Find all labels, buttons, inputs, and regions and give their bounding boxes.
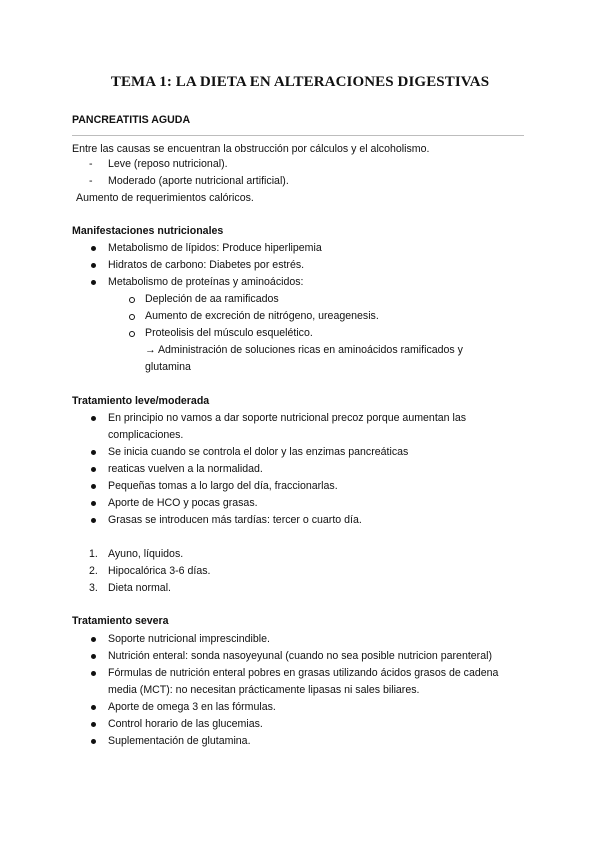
- bullet-icon: [91, 722, 96, 727]
- list-item: En principio no vamos a dar soporte nutricional precoz porque aumentan las: [108, 412, 467, 424]
- bullet-icon: [91, 467, 96, 472]
- list-item-continued: media (MCT): no necesitan prácticamente lipasas ni sales biliares.: [108, 684, 420, 696]
- note-text: Aumento de requerimientos calóricos.: [76, 192, 254, 204]
- bullet-icon: [91, 705, 96, 710]
- sub-list-item: Proteolisis del músculo esquelético.: [145, 327, 313, 339]
- bullet-icon: [91, 739, 96, 744]
- section-heading-pancreatitis: PANCREATITIS AGUDA: [72, 114, 191, 126]
- list-item: Hidratos de carbono: Diabetes por estrés.: [108, 259, 305, 271]
- document-title: TEMA 1: LA DIETA EN ALTERACIONES DIGESTIVAS: [110, 74, 490, 90]
- bullet-icon: [91, 654, 96, 659]
- sub-bullet-icon: [129, 297, 135, 303]
- numbered-item: Hipocalórica 3-6 días.: [108, 565, 211, 577]
- list-item: Soporte nutricional imprescindible.: [108, 633, 270, 645]
- bullet-icon: [91, 280, 96, 285]
- list-item: Control horario de las glucemias.: [108, 718, 263, 730]
- bullet-icon: [91, 484, 96, 489]
- list-item: Pequeñas tomas a lo largo del día, fraccionarlas.: [108, 480, 338, 492]
- bullet-icon: [91, 671, 96, 676]
- numbered-item: Dieta normal.: [108, 582, 171, 594]
- list-item: Metabolismo de proteínas y aminoácidos:: [108, 276, 304, 288]
- list-item: Leve (reposo nutricional).: [108, 158, 228, 170]
- bullet-icon: [91, 501, 96, 506]
- list-item: reaticas vuelven a la normalidad.: [108, 463, 263, 475]
- arrow-note: → Administración de soluciones ricas en aminoácidos ramificados y: [145, 344, 463, 356]
- bullet-icon: [91, 637, 96, 642]
- bullet-icon: [91, 416, 96, 421]
- list-item: Metabolismo de lípidos: Produce hiperlipemia: [108, 242, 322, 254]
- list-number: 3.: [89, 582, 98, 594]
- list-item: Aporte de omega 3 en las fórmulas.: [108, 701, 276, 713]
- dash-marker: -: [89, 158, 93, 170]
- list-item-continued: complicaciones.: [108, 429, 184, 441]
- section-divider: [72, 135, 524, 136]
- intro-text: Entre las causas se encuentran la obstrucción por cálculos y el alcoholismo.: [72, 143, 430, 155]
- list-number: 2.: [89, 565, 98, 577]
- bullet-icon: [91, 450, 96, 455]
- sub-list-item: Aumento de excreción de nitrógeno, ureagenesis.: [145, 310, 379, 322]
- list-item: Nutrición enteral: sonda nasoyeyunal (cuando no sea posible nutricion parenteral): [108, 650, 492, 662]
- arrow-note-continued: glutamina: [145, 361, 191, 373]
- bullet-icon: [91, 263, 96, 268]
- list-item: Fórmulas de nutrición enteral pobres en grasas utilizando ácidos grasos de cadena: [108, 667, 499, 679]
- section-heading-severa: Tratamiento severa: [72, 615, 169, 627]
- list-item: Suplementación de glutamina.: [108, 735, 251, 747]
- bullet-icon: [91, 246, 96, 251]
- sub-bullet-icon: [129, 331, 135, 337]
- numbered-item: Ayuno, líquidos.: [108, 548, 184, 560]
- list-item: Moderado (aporte nutricional artificial).: [108, 175, 289, 187]
- list-number: 1.: [89, 548, 98, 560]
- dash-marker: -: [89, 175, 93, 187]
- section-heading-manifestaciones: Manifestaciones nutricionales: [72, 225, 224, 237]
- list-item: Aporte de HCO y pocas grasas.: [108, 497, 258, 509]
- sub-bullet-icon: [129, 314, 135, 320]
- bullet-icon: [91, 518, 96, 523]
- sub-list-item: Depleción de aa ramificados: [145, 293, 279, 305]
- list-item: Se inicia cuando se controla el dolor y las enzimas pancreáticas: [108, 446, 409, 458]
- section-heading-leve: Tratamiento leve/moderada: [72, 395, 210, 407]
- list-item: Grasas se introducen más tardías: tercer o cuarto día.: [108, 514, 362, 526]
